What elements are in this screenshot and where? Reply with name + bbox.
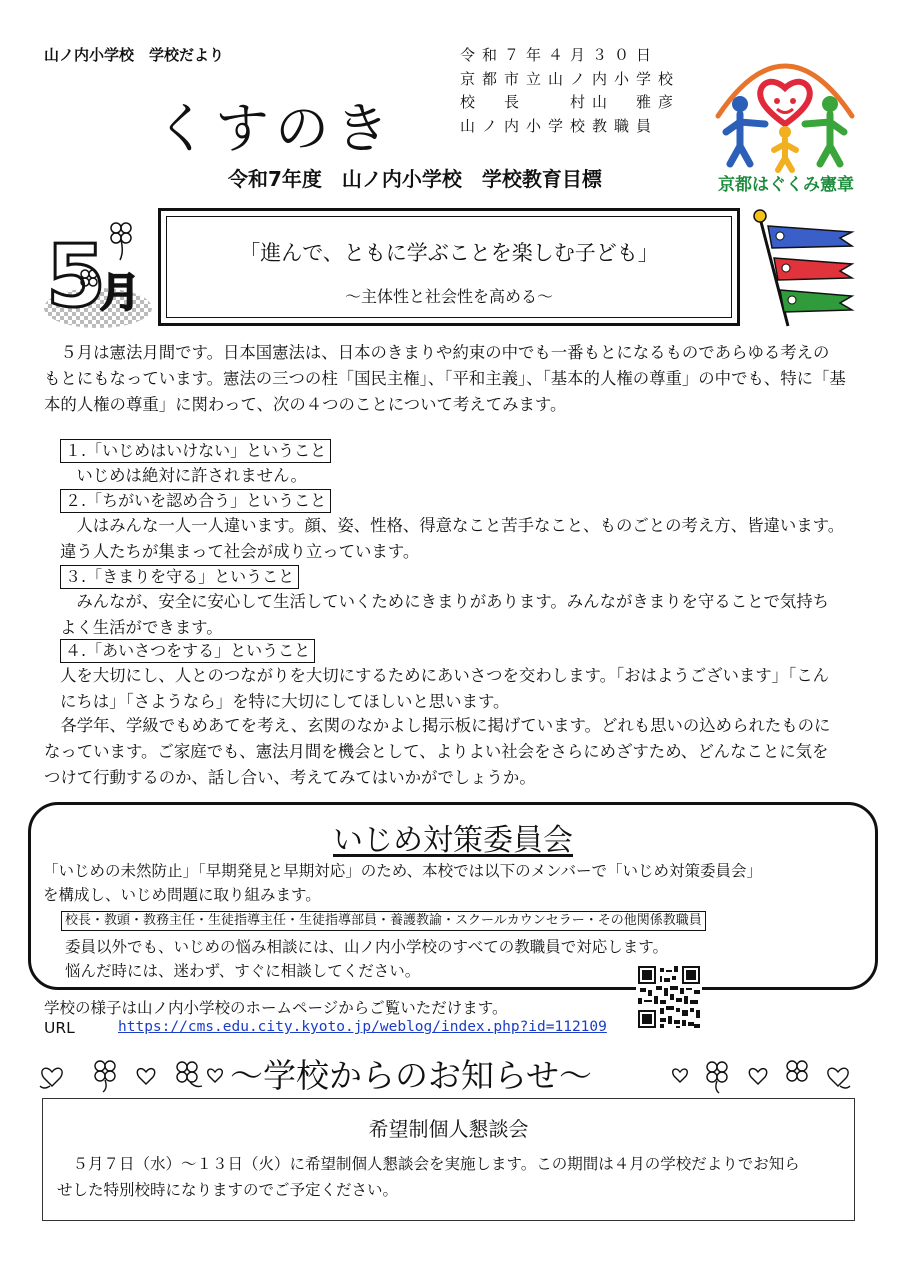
notice-box-text: ５月７日（水）～１３日（火）に希望制個人懇談会を実施します。この期間は４月の学校だよりでお知ら せした特別校時になりますのでご予定ください。 [57,1155,800,1199]
item-4-text: 人を大切にし、人とのつながりを大切にするためにあいさつを交わします。「おはようございます」「こん にちは」「さようなら」を特に大切にしてほしいと思います。 [60,666,830,711]
newsletter-title: くすのき [155,97,395,160]
item-3-title: ３.「きまりを守る」ということ [60,565,299,589]
anti-bullying-committee-box [28,802,878,990]
school-motto-frame [158,208,740,326]
item-2-title: ２.「ちがいを認め合う」ということ [60,489,331,513]
may-clover-icon [40,208,152,330]
issuer-school: 京都市立山ノ内小学校 [460,69,681,88]
school-label: 山ノ内小学校 学校だより [44,46,225,64]
qr-code-icon [636,964,702,1030]
item-2-text: 人はみんな一人一人違います。顔、姿、性格、得意なこと苦手なこと、ものごとの考え方、皆違います。 違う人たちが集まって社会が成り立っています。 [60,516,845,561]
closing-paragraph: 各学年、学級でもめあてを考え、玄関のなかよし掲示板に掲げています。どれも思いの込められたものに なっています。ご家庭でも、憲法月間を機会として、よりよい社会をさらにめざすため、どんなことに気を つけて行動するのか、話し合い、考えてみてはいかがでしょうか。 [44,716,831,787]
committee-title: いじめ対策委員会 [333,823,573,858]
url-label: URL [44,1019,75,1037]
homepage-url-link[interactable]: https://cms.edu.city.kyoto.jp/weblog/index.php?id=112109 [118,1019,607,1035]
svg-text:月: 月 [100,270,140,316]
month-badge [40,208,152,330]
koinobori-icon [748,208,858,328]
item-3-text: みんなが、安全に安心して生活していくためにきまりがあります。みんながきまりを守ることで気持ち よく生活ができます。 [60,592,830,637]
goal-heading: 令和7年度 山ノ内小学校 学校教育目標 [228,167,602,191]
school-motto-subtitle: ～主体性と社会性を高める～ [344,287,553,306]
school-motto: 「進んで、ともに学ぶことを楽しむ子ども」 [239,241,659,265]
committee-members: 校長・教頭・教務主任・生徒指導主任・生徒指導部員・養護教諭・スクールカウンセラー・その他関係教職員 [61,911,706,931]
item-1-text: いじめは絶対に許されません。 [60,466,307,485]
committee-body: 「いじめの未然防止」「早期発見と早期対応」のため、本校では以下のメンバーで「いじめ対策委員会」 を構成し、いじめ問題に取り組みます。 校長・教頭・教務主任・生徒指導主任・生徒指導部員・養護教諭・スクールカウンセラー・その他関係教職員 委員以外でも、いじめの悩み相談には、山ノ内小学校のすべての教職員で対応します。 悩んだ時には、迷わず、すぐに相談してください。 [43,862,763,980]
notice-box-title: 希望制個人懇談会 [368,1117,529,1141]
issue-info [460,44,680,138]
issuer-principal: 校 長 村山 雅彦 [460,93,681,111]
item-4-title: ４.「あいさつをする」ということ [60,639,315,663]
homepage-note: 学校の様子は山ノ内小学校のホームページからご覧いただけます。 [44,999,508,1017]
item-1-title: １.「いじめはいけない」ということ [60,439,331,463]
notice-box [42,1098,855,1221]
issuer-staff: 山ノ内小学校教職員 [460,116,659,135]
logo-caption: 京都はぐくみ憲章 [718,175,854,195]
notice-section-title: ～学校からのお知らせ～ [230,1056,593,1095]
issue-date: 令和７年４月３０日 [460,46,659,64]
svg-text:5: 5 [46,227,106,327]
intro-paragraph: ５月は憲法月間です。日本国憲法は、日本のきまりや約束の中でも一番もとになるものであらゆる考えの もとにもなっています。憲法の三つの柱「国民主権」、「平和主義」、「基本的人権の尊重」の中でも、特に「基 本的人権の尊重」に関わって、次の４つのことについて考えてみます。 [44,343,846,414]
